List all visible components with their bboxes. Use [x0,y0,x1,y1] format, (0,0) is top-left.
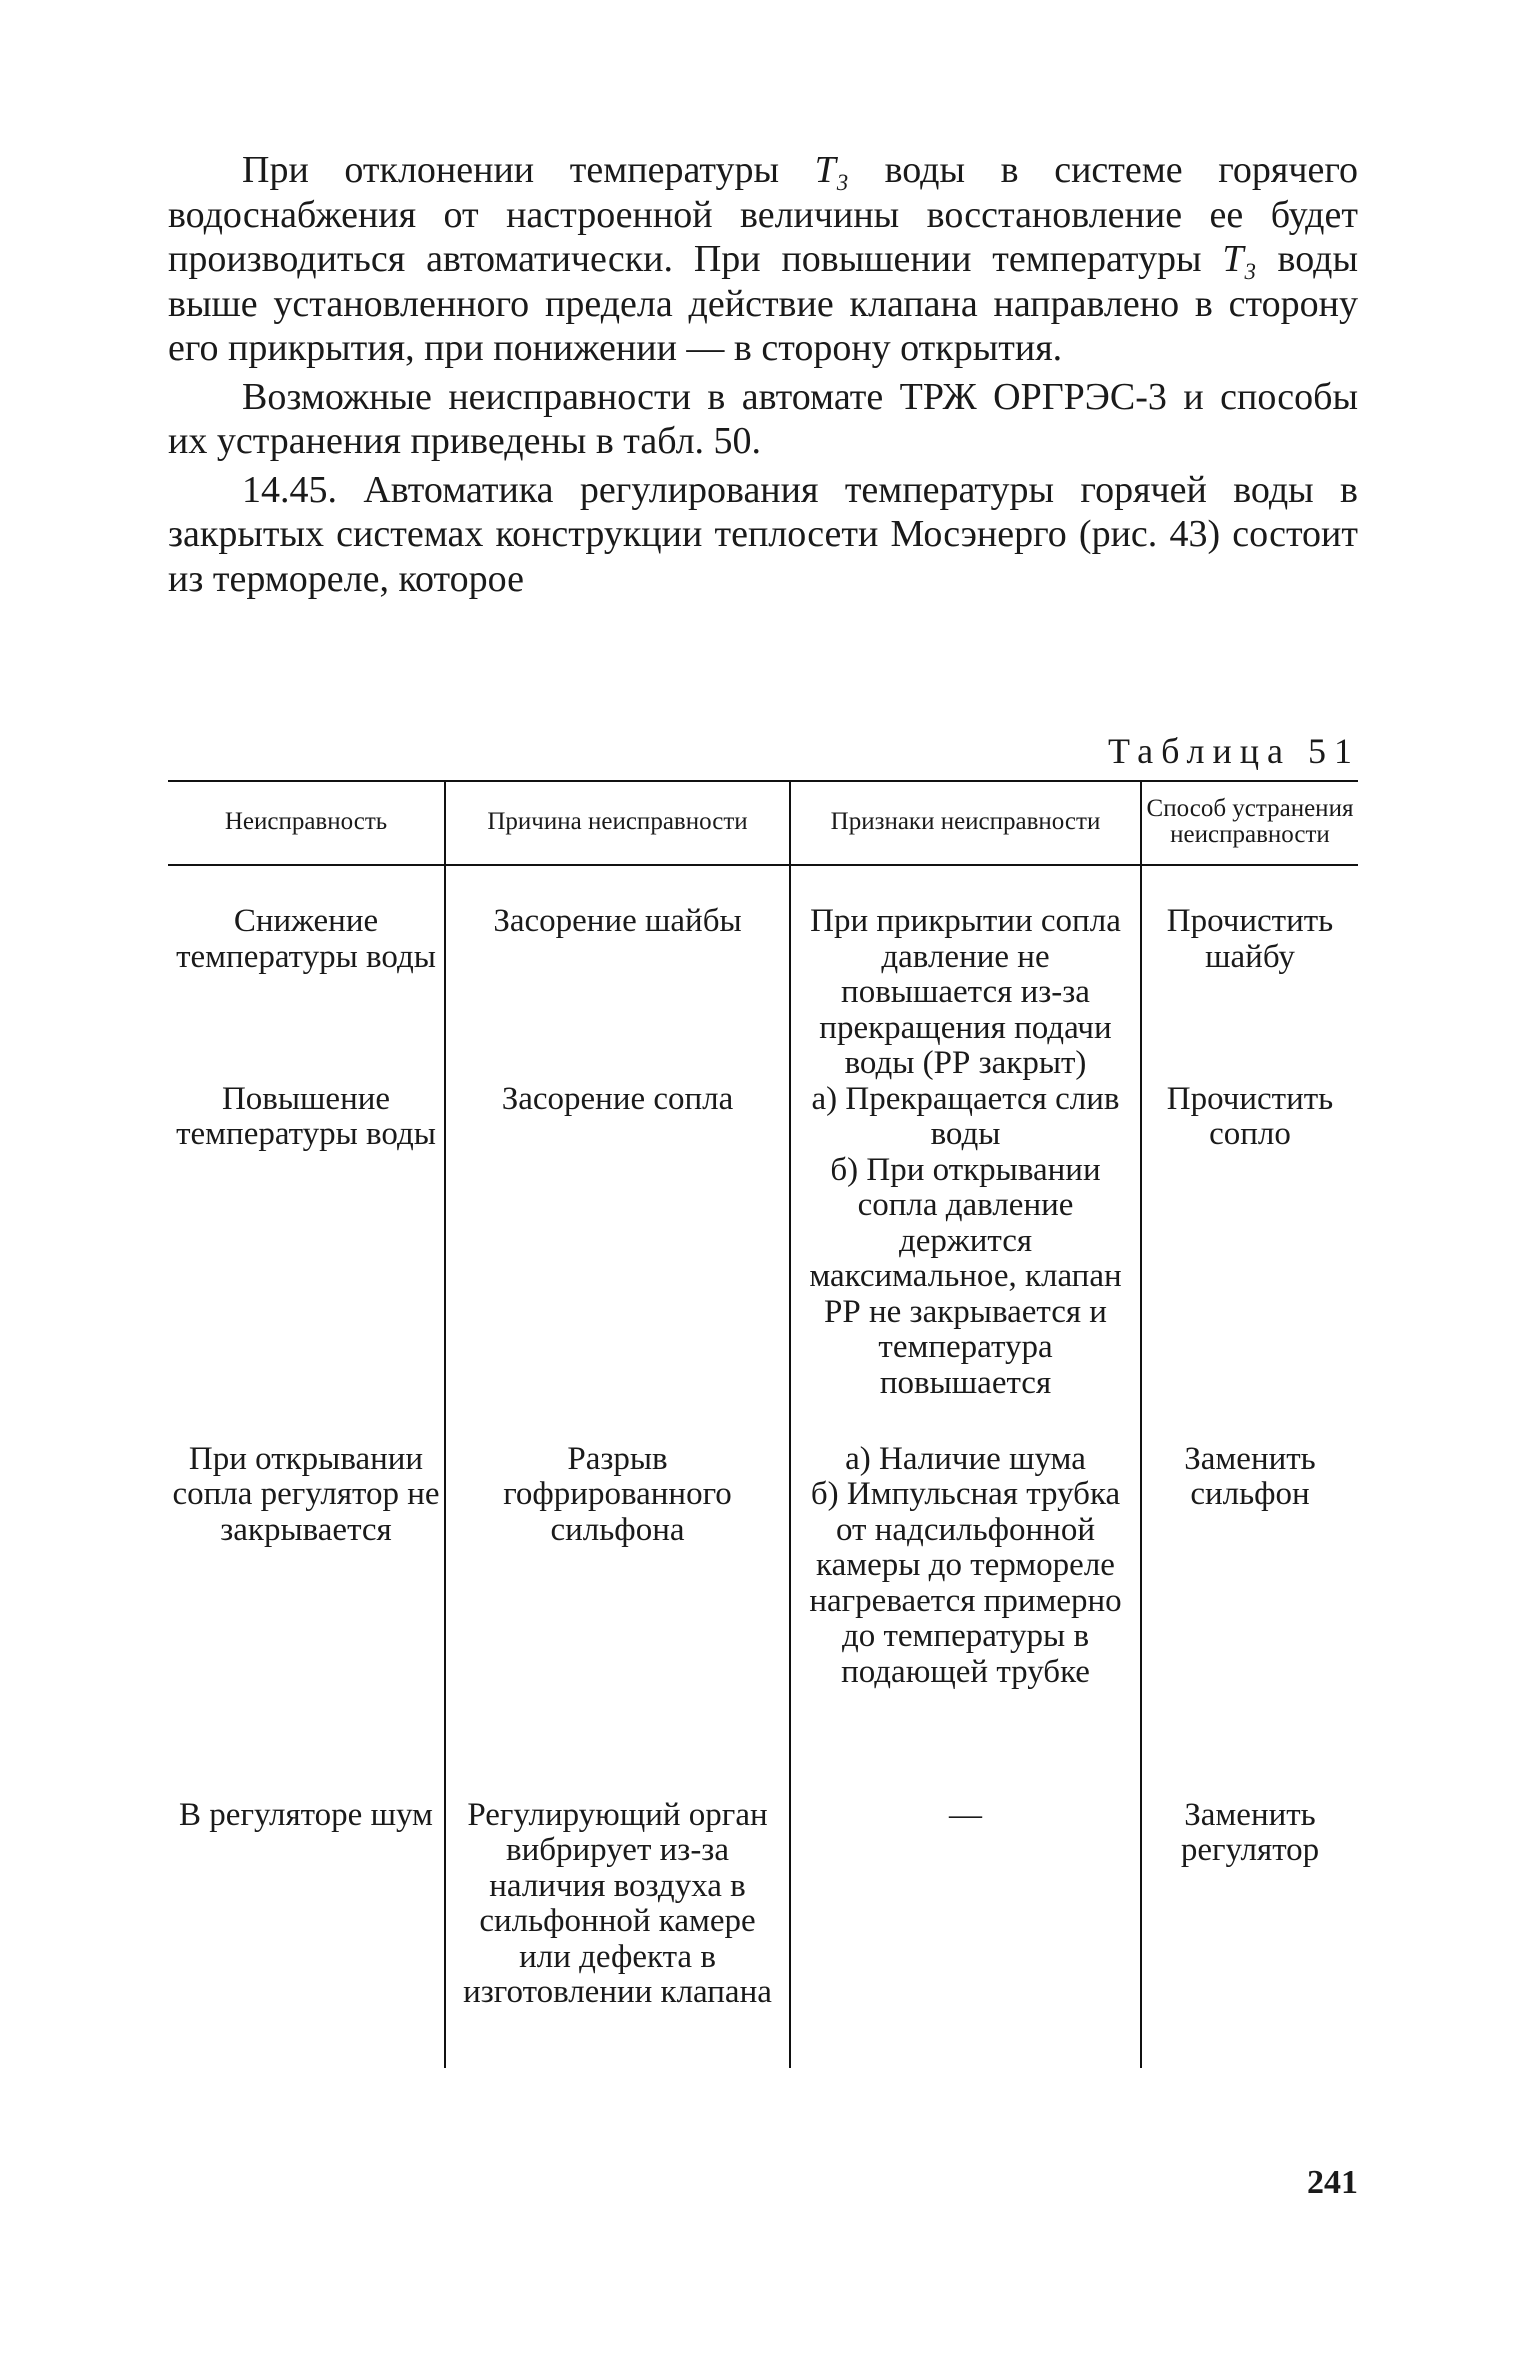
remedy-cell: Прочистить шайбу [1141,865,1358,1082]
sign-item: При прикрытии сопла давление не повышается из-за прекращения подачи воды (РР закрыт) [810,903,1121,1081]
temperature-variable: T₃ [814,149,849,191]
sign-item: а) Прекращается слив воды [811,1080,1120,1152]
signs-cell [790,1442,1141,1798]
signs-cell [790,865,1141,1082]
table-row [168,1442,1358,1798]
page-number: 241 [1307,2164,1358,2201]
header-cause: Причина неисправности [445,781,790,865]
faults-table [168,780,1358,2068]
paragraph-3: 14.45. Автоматика регулирования температуры горячей воды в закрытых системах конструкции теплосети Мосэнерго (рис. 43) состоит из термореле, которое [168,468,1358,600]
header-signs: Признаки неисправности [790,781,1141,865]
table-row [168,1082,1358,1442]
signs-cell [790,1798,1141,2068]
sign-item: б) При открывании сопла давление держится максимальное, клапан РР не закрывается и температура повышается [809,1151,1122,1401]
table-caption: Таблица 51 [1108,731,1360,771]
sign-item: — [949,1796,982,1833]
remedy-cell: Прочистить сопло [1141,1082,1358,1442]
sign-item: а) Наличие шума [845,1440,1086,1477]
paragraph-1: При отклонении температуры T₃ воды в системе горячего водоснабжения от настроенной величины восстановление ее будет производиться автоматически. При повышении температуры T₃ воды выше установленного предела действие клапана направлено в сторону его прикрытия, при понижении — в сторону открытия. [168,149,1359,369]
header-remedy: Способ устранения неисправности [1141,781,1358,865]
remedy-cell: Заменить сильфон [1141,1442,1358,1798]
fault-cell: При открывании сопла регулятор не закрывается [172,1440,440,1548]
paragraph-2: Возможные неисправности в автомате ТРЖ ОРГРЭС-3 и способы их устранения приведены в табл. 50. [168,375,1358,462]
cause-cell: Засорение сопла [445,1082,790,1442]
remedy-cell: Заменить регулятор [1141,1798,1358,2068]
cause-cell: Регулирующий орган вибрирует из-за наличия воздуха в сильфонной камере или дефекта в изготовлении клапана [445,1798,790,2068]
cause-cell: Разрыв гофрированного сильфона [445,1442,790,1798]
body-text [168,148,1358,605]
header-fault: Неисправность [168,781,445,865]
signs-cell [790,1082,1141,1442]
sign-item: б) Импульсная трубка от надсильфонной камеры до термореле нагревается примерно до температуры в подающей трубке [809,1476,1122,1690]
fault-cell: В регуляторе шум [179,1796,433,1833]
table-row [168,865,1358,1082]
fault-cell: Снижение температуры воды [176,903,436,975]
table-header-row [168,781,1358,865]
temperature-variable: T₃ [1222,238,1257,280]
fault-cell: Повышение температуры воды [176,1080,436,1152]
table-row [168,1798,1358,2068]
cause-cell: Засорение шайбы [445,865,790,1082]
